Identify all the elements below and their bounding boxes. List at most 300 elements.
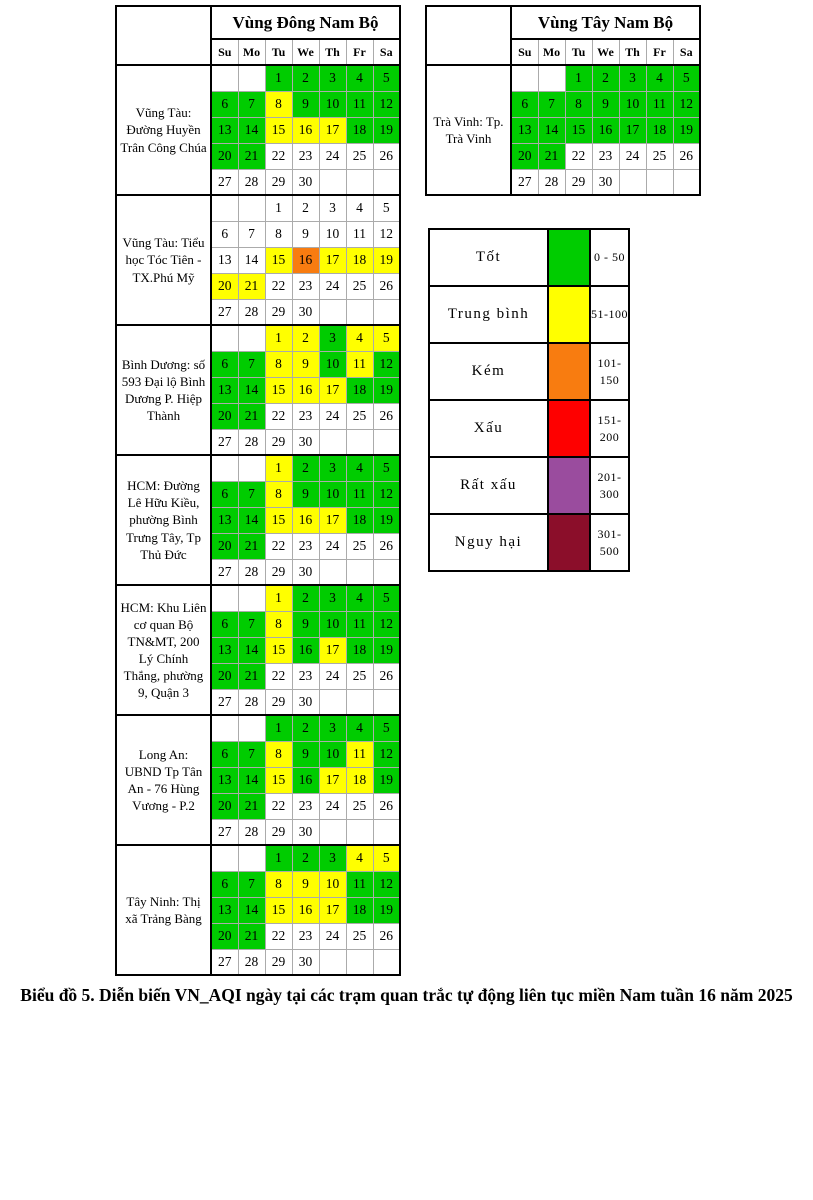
day-cell: 12 bbox=[373, 481, 400, 507]
day-cell: 28 bbox=[238, 169, 265, 195]
day-cell: 18 bbox=[346, 117, 373, 143]
day-cell: 15 bbox=[265, 897, 292, 923]
day-cell: 3 bbox=[319, 325, 346, 351]
empty-cell bbox=[346, 689, 373, 715]
day-cell: 16 bbox=[292, 637, 319, 663]
day-cell: 9 bbox=[292, 221, 319, 247]
legend-row bbox=[429, 343, 629, 400]
empty-cell bbox=[373, 559, 400, 585]
legend-row bbox=[429, 286, 629, 343]
day-cell: 1 bbox=[265, 585, 292, 611]
day-cell: 15 bbox=[565, 117, 592, 143]
day-cell: 6 bbox=[211, 481, 238, 507]
day-cell: 15 bbox=[265, 247, 292, 273]
empty-cell bbox=[211, 845, 238, 871]
weekday-header: Fr bbox=[346, 39, 373, 65]
day-cell: 23 bbox=[292, 403, 319, 429]
day-cell: 20 bbox=[211, 923, 238, 949]
day-cell: 10 bbox=[319, 351, 346, 377]
day-cell: 6 bbox=[211, 741, 238, 767]
day-cell: 8 bbox=[265, 611, 292, 637]
day-cell: 14 bbox=[238, 117, 265, 143]
day-cell: 11 bbox=[346, 871, 373, 897]
calendar-week-row bbox=[116, 715, 400, 741]
day-cell: 25 bbox=[346, 143, 373, 169]
calendar-week-row bbox=[116, 195, 400, 221]
day-cell: 11 bbox=[346, 481, 373, 507]
day-cell: 29 bbox=[265, 689, 292, 715]
day-cell: 9 bbox=[292, 91, 319, 117]
station-label: HCM: Đường Lê Hữu Kiều, phường Bình Trưng Tây, Tp Thủ Đức bbox=[116, 455, 211, 585]
day-cell: 29 bbox=[265, 299, 292, 325]
empty-cell bbox=[238, 845, 265, 871]
weekday-header: Tu bbox=[565, 39, 592, 65]
day-cell: 7 bbox=[238, 481, 265, 507]
day-cell: 14 bbox=[238, 507, 265, 533]
empty-cell bbox=[238, 715, 265, 741]
day-cell: 26 bbox=[673, 143, 700, 169]
empty-cell bbox=[346, 299, 373, 325]
day-cell: 19 bbox=[373, 247, 400, 273]
calendar-week-row bbox=[426, 65, 700, 91]
day-cell: 3 bbox=[319, 455, 346, 481]
day-cell: 4 bbox=[346, 455, 373, 481]
day-cell: 15 bbox=[265, 117, 292, 143]
day-cell: 18 bbox=[646, 117, 673, 143]
day-cell: 30 bbox=[292, 949, 319, 975]
empty-cell bbox=[346, 819, 373, 845]
corner-cell bbox=[116, 6, 211, 65]
day-cell: 19 bbox=[373, 507, 400, 533]
day-cell: 5 bbox=[373, 325, 400, 351]
empty-cell bbox=[319, 299, 346, 325]
day-cell: 4 bbox=[346, 585, 373, 611]
day-cell: 3 bbox=[319, 195, 346, 221]
legend-row bbox=[429, 229, 629, 286]
day-cell: 3 bbox=[319, 585, 346, 611]
day-cell: 17 bbox=[319, 637, 346, 663]
station-label: Vũng Tàu: Đường Huyền Trân Công Chúa bbox=[116, 65, 211, 195]
day-cell: 8 bbox=[565, 91, 592, 117]
day-cell: 8 bbox=[265, 741, 292, 767]
day-cell: 22 bbox=[265, 793, 292, 819]
aqi-table-dong-nam-bo bbox=[115, 5, 401, 976]
day-cell: 1 bbox=[265, 455, 292, 481]
day-cell: 27 bbox=[211, 299, 238, 325]
legend-range: 151-200 bbox=[590, 400, 629, 457]
empty-cell bbox=[211, 325, 238, 351]
day-cell: 10 bbox=[319, 871, 346, 897]
day-cell: 13 bbox=[211, 117, 238, 143]
legend-swatch bbox=[548, 286, 590, 343]
weekday-header: We bbox=[292, 39, 319, 65]
day-cell: 10 bbox=[319, 611, 346, 637]
calendar-week-row bbox=[116, 325, 400, 351]
day-cell: 18 bbox=[346, 897, 373, 923]
day-cell: 2 bbox=[292, 715, 319, 741]
day-cell: 16 bbox=[292, 117, 319, 143]
empty-cell bbox=[373, 299, 400, 325]
region-title-dong-nam-bo: Vùng Đông Nam Bộ bbox=[211, 6, 400, 39]
day-cell: 30 bbox=[292, 429, 319, 455]
day-cell: 25 bbox=[346, 663, 373, 689]
day-cell: 24 bbox=[319, 663, 346, 689]
day-cell: 16 bbox=[292, 507, 319, 533]
day-cell: 19 bbox=[373, 897, 400, 923]
day-cell: 7 bbox=[238, 741, 265, 767]
day-cell: 7 bbox=[238, 351, 265, 377]
empty-cell bbox=[646, 169, 673, 195]
day-cell: 21 bbox=[238, 403, 265, 429]
empty-cell bbox=[538, 65, 565, 91]
day-cell: 6 bbox=[211, 91, 238, 117]
day-cell: 17 bbox=[319, 767, 346, 793]
legend-swatch bbox=[548, 343, 590, 400]
day-cell: 8 bbox=[265, 221, 292, 247]
day-cell: 16 bbox=[292, 377, 319, 403]
day-cell: 21 bbox=[238, 663, 265, 689]
day-cell: 26 bbox=[373, 403, 400, 429]
legend-row bbox=[429, 400, 629, 457]
empty-cell bbox=[373, 819, 400, 845]
aqi-legend bbox=[428, 228, 630, 572]
day-cell: 10 bbox=[319, 741, 346, 767]
day-cell: 26 bbox=[373, 793, 400, 819]
empty-cell bbox=[238, 325, 265, 351]
day-cell: 6 bbox=[211, 351, 238, 377]
day-cell: 29 bbox=[265, 169, 292, 195]
day-cell: 25 bbox=[646, 143, 673, 169]
day-cell: 4 bbox=[646, 65, 673, 91]
day-cell: 24 bbox=[319, 793, 346, 819]
day-cell: 2 bbox=[292, 455, 319, 481]
day-cell: 22 bbox=[565, 143, 592, 169]
day-cell: 26 bbox=[373, 663, 400, 689]
day-cell: 16 bbox=[292, 897, 319, 923]
day-cell: 11 bbox=[346, 91, 373, 117]
empty-cell bbox=[211, 455, 238, 481]
day-cell: 11 bbox=[346, 741, 373, 767]
day-cell: 2 bbox=[292, 325, 319, 351]
day-cell: 23 bbox=[292, 533, 319, 559]
day-cell: 21 bbox=[238, 923, 265, 949]
empty-cell bbox=[319, 429, 346, 455]
weekday-header: Tu bbox=[265, 39, 292, 65]
empty-cell bbox=[211, 585, 238, 611]
day-cell: 4 bbox=[346, 715, 373, 741]
day-cell: 20 bbox=[511, 143, 538, 169]
day-cell: 11 bbox=[346, 221, 373, 247]
day-cell: 27 bbox=[511, 169, 538, 195]
day-cell: 26 bbox=[373, 143, 400, 169]
day-cell: 29 bbox=[265, 429, 292, 455]
day-cell: 9 bbox=[292, 351, 319, 377]
day-cell: 22 bbox=[265, 663, 292, 689]
day-cell: 7 bbox=[238, 871, 265, 897]
weekday-header: Sa bbox=[673, 39, 700, 65]
empty-cell bbox=[346, 429, 373, 455]
day-cell: 12 bbox=[673, 91, 700, 117]
weekday-header: Th bbox=[619, 39, 646, 65]
day-cell: 2 bbox=[292, 845, 319, 871]
day-cell: 6 bbox=[511, 91, 538, 117]
day-cell: 14 bbox=[238, 637, 265, 663]
day-cell: 16 bbox=[592, 117, 619, 143]
weekday-header: Mo bbox=[538, 39, 565, 65]
legend-label: Kém bbox=[429, 343, 548, 400]
day-cell: 5 bbox=[373, 455, 400, 481]
aqi-table-tay-nam-bo bbox=[425, 5, 701, 196]
day-cell: 13 bbox=[211, 507, 238, 533]
day-cell: 27 bbox=[211, 949, 238, 975]
day-cell: 13 bbox=[211, 247, 238, 273]
day-cell: 26 bbox=[373, 273, 400, 299]
day-cell: 22 bbox=[265, 923, 292, 949]
day-cell: 27 bbox=[211, 819, 238, 845]
legend-label: Nguy hại bbox=[429, 514, 548, 571]
day-cell: 1 bbox=[565, 65, 592, 91]
day-cell: 26 bbox=[373, 923, 400, 949]
day-cell: 28 bbox=[238, 559, 265, 585]
day-cell: 28 bbox=[538, 169, 565, 195]
day-cell: 5 bbox=[373, 65, 400, 91]
region-title-tay-nam-bo: Vùng Tây Nam Bộ bbox=[511, 6, 700, 39]
legend-swatch bbox=[548, 229, 590, 286]
weekday-header: Mo bbox=[238, 39, 265, 65]
empty-cell bbox=[346, 949, 373, 975]
empty-cell bbox=[211, 715, 238, 741]
day-cell: 1 bbox=[265, 845, 292, 871]
day-cell: 22 bbox=[265, 143, 292, 169]
day-cell: 15 bbox=[265, 507, 292, 533]
day-cell: 20 bbox=[211, 793, 238, 819]
day-cell: 7 bbox=[238, 221, 265, 247]
day-cell: 24 bbox=[319, 923, 346, 949]
day-cell: 20 bbox=[211, 403, 238, 429]
station-label: Bình Dương: số 593 Đại lộ Bình Dương P. Hiệp Thành bbox=[116, 325, 211, 455]
day-cell: 21 bbox=[238, 143, 265, 169]
day-cell: 13 bbox=[211, 377, 238, 403]
day-cell: 5 bbox=[373, 585, 400, 611]
day-cell: 23 bbox=[592, 143, 619, 169]
day-cell: 30 bbox=[292, 689, 319, 715]
day-cell: 30 bbox=[592, 169, 619, 195]
day-cell: 15 bbox=[265, 377, 292, 403]
weekday-header: Sa bbox=[373, 39, 400, 65]
day-cell: 13 bbox=[211, 637, 238, 663]
day-cell: 8 bbox=[265, 351, 292, 377]
day-cell: 26 bbox=[373, 533, 400, 559]
day-cell: 22 bbox=[265, 403, 292, 429]
day-cell: 3 bbox=[319, 845, 346, 871]
day-cell: 12 bbox=[373, 221, 400, 247]
day-cell: 29 bbox=[265, 819, 292, 845]
legend-swatch bbox=[548, 400, 590, 457]
legend-swatch bbox=[548, 514, 590, 571]
day-cell: 12 bbox=[373, 741, 400, 767]
day-cell: 15 bbox=[265, 637, 292, 663]
day-cell: 5 bbox=[373, 845, 400, 871]
empty-cell bbox=[373, 429, 400, 455]
day-cell: 10 bbox=[319, 481, 346, 507]
day-cell: 14 bbox=[238, 767, 265, 793]
day-cell: 8 bbox=[265, 91, 292, 117]
station-label: HCM: Khu Liên cơ quan Bộ TN&MT, 200 Lý Chính Thắng, phường 9, Quận 3 bbox=[116, 585, 211, 715]
day-cell: 21 bbox=[238, 793, 265, 819]
day-cell: 13 bbox=[211, 767, 238, 793]
day-cell: 12 bbox=[373, 351, 400, 377]
weekday-header: Fr bbox=[646, 39, 673, 65]
legend-swatch bbox=[548, 457, 590, 514]
day-cell: 4 bbox=[346, 845, 373, 871]
day-cell: 17 bbox=[319, 897, 346, 923]
day-cell: 28 bbox=[238, 819, 265, 845]
day-cell: 19 bbox=[373, 377, 400, 403]
day-cell: 19 bbox=[373, 767, 400, 793]
weekday-header: We bbox=[592, 39, 619, 65]
weekday-header: Su bbox=[211, 39, 238, 65]
day-cell: 17 bbox=[319, 247, 346, 273]
calendar-week-row bbox=[116, 455, 400, 481]
empty-cell bbox=[319, 949, 346, 975]
day-cell: 24 bbox=[319, 143, 346, 169]
day-cell: 2 bbox=[292, 585, 319, 611]
day-cell: 25 bbox=[346, 403, 373, 429]
station-label: Trà Vinh: Tp. Trà Vinh bbox=[426, 65, 511, 195]
day-cell: 18 bbox=[346, 637, 373, 663]
day-cell: 25 bbox=[346, 793, 373, 819]
day-cell: 23 bbox=[292, 273, 319, 299]
day-cell: 20 bbox=[211, 273, 238, 299]
day-cell: 5 bbox=[673, 65, 700, 91]
day-cell: 28 bbox=[238, 429, 265, 455]
day-cell: 24 bbox=[319, 403, 346, 429]
station-label: Tây Ninh: Thị xã Trảng Bàng bbox=[116, 845, 211, 975]
chart-caption: Biểu đồ 5. Diễn biến VN_AQI ngày tại các trạm quan trắc tự động liên tục miền Nam tuần 16 năm 2025 bbox=[20, 985, 793, 1005]
legend-label: Rất xấu bbox=[429, 457, 548, 514]
day-cell: 1 bbox=[265, 715, 292, 741]
day-cell: 30 bbox=[292, 559, 319, 585]
weekday-header: Th bbox=[319, 39, 346, 65]
day-cell: 11 bbox=[646, 91, 673, 117]
empty-cell bbox=[373, 949, 400, 975]
calendar-week-row bbox=[116, 845, 400, 871]
day-cell: 6 bbox=[211, 221, 238, 247]
day-cell: 16 bbox=[292, 767, 319, 793]
day-cell: 17 bbox=[319, 507, 346, 533]
day-cell: 10 bbox=[319, 221, 346, 247]
day-cell: 8 bbox=[265, 481, 292, 507]
day-cell: 23 bbox=[292, 923, 319, 949]
day-cell: 9 bbox=[292, 741, 319, 767]
empty-cell bbox=[319, 559, 346, 585]
day-cell: 12 bbox=[373, 611, 400, 637]
day-cell: 9 bbox=[292, 611, 319, 637]
day-cell: 30 bbox=[292, 169, 319, 195]
day-cell: 9 bbox=[292, 871, 319, 897]
day-cell: 28 bbox=[238, 949, 265, 975]
empty-cell bbox=[673, 169, 700, 195]
day-cell: 30 bbox=[292, 819, 319, 845]
empty-cell bbox=[619, 169, 646, 195]
day-cell: 7 bbox=[538, 91, 565, 117]
day-cell: 19 bbox=[673, 117, 700, 143]
empty-cell bbox=[238, 65, 265, 91]
day-cell: 29 bbox=[265, 949, 292, 975]
day-cell: 30 bbox=[292, 299, 319, 325]
day-cell: 19 bbox=[373, 117, 400, 143]
day-cell: 27 bbox=[211, 559, 238, 585]
day-cell: 28 bbox=[238, 299, 265, 325]
day-cell: 10 bbox=[319, 91, 346, 117]
day-cell: 27 bbox=[211, 429, 238, 455]
day-cell: 12 bbox=[373, 871, 400, 897]
day-cell: 17 bbox=[319, 377, 346, 403]
station-label: Vũng Tàu: Tiểu học Tóc Tiên - TX.Phú Mỹ bbox=[116, 195, 211, 325]
day-cell: 2 bbox=[292, 65, 319, 91]
day-cell: 29 bbox=[565, 169, 592, 195]
legend-range: 51-100 bbox=[590, 286, 629, 343]
empty-cell bbox=[373, 169, 400, 195]
calendar-week-row bbox=[116, 65, 400, 91]
day-cell: 1 bbox=[265, 65, 292, 91]
day-cell: 14 bbox=[538, 117, 565, 143]
empty-cell bbox=[319, 689, 346, 715]
day-cell: 23 bbox=[292, 663, 319, 689]
day-cell: 21 bbox=[538, 143, 565, 169]
day-cell: 6 bbox=[211, 871, 238, 897]
day-cell: 10 bbox=[619, 91, 646, 117]
day-cell: 17 bbox=[319, 117, 346, 143]
day-cell: 4 bbox=[346, 65, 373, 91]
day-cell: 1 bbox=[265, 195, 292, 221]
day-cell: 14 bbox=[238, 897, 265, 923]
day-cell: 18 bbox=[346, 377, 373, 403]
day-cell: 18 bbox=[346, 507, 373, 533]
empty-cell bbox=[211, 195, 238, 221]
day-cell: 25 bbox=[346, 273, 373, 299]
day-cell: 21 bbox=[238, 273, 265, 299]
day-cell: 4 bbox=[346, 195, 373, 221]
legend-row bbox=[429, 457, 629, 514]
day-cell: 27 bbox=[211, 689, 238, 715]
day-cell: 16 bbox=[292, 247, 319, 273]
legend-label: Tốt bbox=[429, 229, 548, 286]
day-cell: 7 bbox=[238, 611, 265, 637]
day-cell: 3 bbox=[619, 65, 646, 91]
empty-cell bbox=[238, 455, 265, 481]
day-cell: 5 bbox=[373, 715, 400, 741]
day-cell: 3 bbox=[319, 715, 346, 741]
day-cell: 17 bbox=[619, 117, 646, 143]
legend-range: 301-500 bbox=[590, 514, 629, 571]
empty-cell bbox=[319, 169, 346, 195]
day-cell: 6 bbox=[211, 611, 238, 637]
day-cell: 2 bbox=[292, 195, 319, 221]
empty-cell bbox=[238, 195, 265, 221]
day-cell: 25 bbox=[346, 923, 373, 949]
empty-cell bbox=[319, 819, 346, 845]
empty-cell bbox=[346, 559, 373, 585]
day-cell: 14 bbox=[238, 247, 265, 273]
day-cell: 28 bbox=[238, 689, 265, 715]
day-cell: 4 bbox=[346, 325, 373, 351]
day-cell: 3 bbox=[319, 65, 346, 91]
day-cell: 20 bbox=[211, 533, 238, 559]
day-cell: 27 bbox=[211, 169, 238, 195]
day-cell: 9 bbox=[592, 91, 619, 117]
day-cell: 13 bbox=[511, 117, 538, 143]
